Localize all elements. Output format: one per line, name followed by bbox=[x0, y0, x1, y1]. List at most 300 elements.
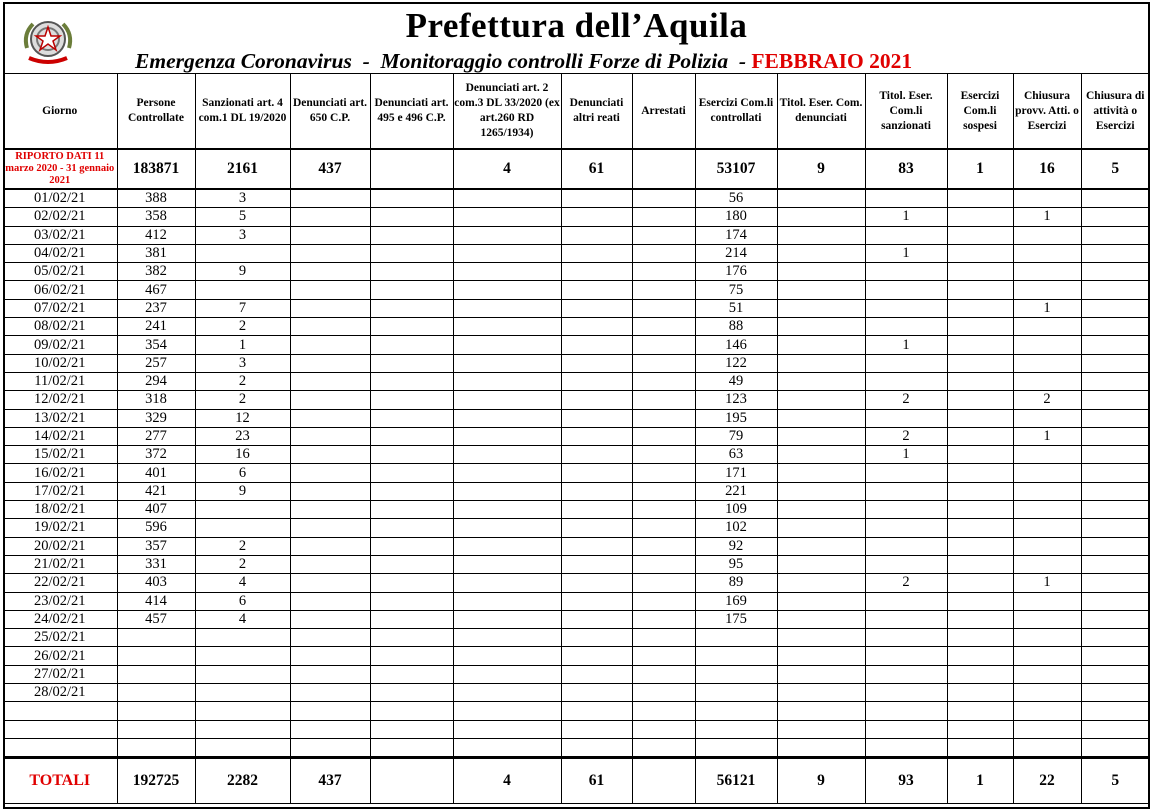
table-cell bbox=[1081, 482, 1149, 500]
table-cell bbox=[947, 354, 1013, 372]
table-cell: 56121 bbox=[695, 758, 777, 804]
table-row bbox=[3, 647, 1149, 665]
table-cell bbox=[695, 647, 777, 665]
table-cell bbox=[561, 391, 632, 409]
table-cell bbox=[561, 629, 632, 647]
table-cell bbox=[1081, 281, 1149, 299]
table-row bbox=[3, 208, 1149, 226]
table-cell bbox=[865, 592, 947, 610]
table-cell bbox=[632, 149, 695, 189]
table-cell bbox=[561, 336, 632, 354]
table-cell bbox=[561, 537, 632, 555]
table-cell bbox=[1081, 354, 1149, 372]
table-cell: 382 bbox=[117, 263, 195, 281]
table-cell: 329 bbox=[117, 409, 195, 427]
table-cell bbox=[777, 281, 865, 299]
table-cell bbox=[865, 702, 947, 720]
table-cell bbox=[947, 684, 1013, 702]
table-cell bbox=[1081, 665, 1149, 683]
table-cell bbox=[370, 758, 453, 804]
table-cell bbox=[370, 409, 453, 427]
table-row bbox=[3, 610, 1149, 628]
table-cell bbox=[777, 519, 865, 537]
table-cell: 421 bbox=[117, 482, 195, 500]
table-cell bbox=[632, 372, 695, 390]
table-cell bbox=[865, 482, 947, 500]
table-cell: 61 bbox=[561, 758, 632, 804]
table-cell: 241 bbox=[117, 318, 195, 336]
table-row bbox=[3, 537, 1149, 555]
table-cell: 63 bbox=[695, 446, 777, 464]
table-cell bbox=[453, 501, 561, 519]
table-cell bbox=[370, 372, 453, 390]
table-cell bbox=[370, 537, 453, 555]
date-cell: 28/02/21 bbox=[3, 684, 117, 702]
table-cell bbox=[947, 244, 1013, 262]
table-cell bbox=[1081, 537, 1149, 555]
table-cell bbox=[195, 702, 290, 720]
table-cell bbox=[777, 208, 865, 226]
table-cell: 169 bbox=[695, 592, 777, 610]
table-cell bbox=[777, 336, 865, 354]
table-cell bbox=[290, 318, 370, 336]
table-cell bbox=[290, 336, 370, 354]
table-cell: 407 bbox=[117, 501, 195, 519]
table-cell bbox=[453, 574, 561, 592]
table-cell bbox=[290, 592, 370, 610]
table-cell bbox=[1013, 336, 1081, 354]
table-cell: 3 bbox=[195, 226, 290, 244]
table-cell bbox=[1081, 226, 1149, 244]
table-cell: 357 bbox=[117, 537, 195, 555]
table-cell bbox=[777, 629, 865, 647]
table-row bbox=[3, 519, 1149, 537]
table-row bbox=[3, 263, 1149, 281]
table-cell bbox=[777, 244, 865, 262]
table-cell bbox=[865, 299, 947, 317]
table-cell bbox=[632, 189, 695, 208]
table-cell bbox=[453, 519, 561, 537]
date-cell: 11/02/21 bbox=[3, 372, 117, 390]
table-cell bbox=[117, 684, 195, 702]
table-cell bbox=[370, 281, 453, 299]
table-cell bbox=[290, 226, 370, 244]
table-cell bbox=[1081, 299, 1149, 317]
table-cell bbox=[947, 336, 1013, 354]
table-cell bbox=[290, 519, 370, 537]
table-cell bbox=[947, 226, 1013, 244]
table-cell: 2282 bbox=[195, 758, 290, 804]
date-cell: 16/02/21 bbox=[3, 464, 117, 482]
table-cell bbox=[1081, 372, 1149, 390]
table-cell bbox=[370, 354, 453, 372]
table-cell bbox=[370, 555, 453, 573]
table-cell: 2 bbox=[195, 555, 290, 573]
table-cell bbox=[370, 464, 453, 482]
table-cell bbox=[947, 537, 1013, 555]
table-cell bbox=[947, 208, 1013, 226]
table-cell bbox=[777, 354, 865, 372]
table-cell bbox=[632, 738, 695, 757]
table-cell bbox=[777, 299, 865, 317]
table-cell bbox=[777, 372, 865, 390]
table-cell bbox=[1013, 684, 1081, 702]
date-cell: 10/02/21 bbox=[3, 354, 117, 372]
table-cell bbox=[777, 702, 865, 720]
date-cell: 02/02/21 bbox=[3, 208, 117, 226]
table-cell bbox=[865, 629, 947, 647]
table-cell bbox=[632, 299, 695, 317]
table-cell bbox=[290, 537, 370, 555]
table-cell bbox=[561, 372, 632, 390]
table-cell bbox=[947, 665, 1013, 683]
table-cell bbox=[370, 610, 453, 628]
table-cell: 2 bbox=[195, 391, 290, 409]
table-cell: 294 bbox=[117, 372, 195, 390]
table-cell bbox=[453, 336, 561, 354]
table-cell: 89 bbox=[695, 574, 777, 592]
table-cell bbox=[561, 720, 632, 738]
table-cell bbox=[695, 702, 777, 720]
table-cell bbox=[777, 501, 865, 519]
table-cell bbox=[290, 409, 370, 427]
table-cell bbox=[290, 299, 370, 317]
table-cell bbox=[1013, 244, 1081, 262]
table-cell bbox=[1013, 738, 1081, 757]
table-cell bbox=[370, 336, 453, 354]
date-cell: 15/02/21 bbox=[3, 446, 117, 464]
date-cell: 14/02/21 bbox=[3, 427, 117, 445]
table-cell bbox=[632, 519, 695, 537]
date-cell: 04/02/21 bbox=[3, 244, 117, 262]
table-cell bbox=[1013, 647, 1081, 665]
table-cell: 95 bbox=[695, 555, 777, 573]
table-cell bbox=[453, 409, 561, 427]
table-cell bbox=[370, 208, 453, 226]
column-header: Denunciati art. 495 e 496 C.P. bbox=[370, 74, 453, 150]
table-cell: 331 bbox=[117, 555, 195, 573]
table-cell bbox=[1081, 610, 1149, 628]
table-cell bbox=[453, 592, 561, 610]
table-cell bbox=[3, 738, 117, 757]
table-cell: 381 bbox=[117, 244, 195, 262]
table-cell: 437 bbox=[290, 758, 370, 804]
table-row bbox=[3, 391, 1149, 409]
table-cell bbox=[777, 738, 865, 757]
table-cell bbox=[370, 446, 453, 464]
table-cell bbox=[453, 263, 561, 281]
blank-row bbox=[3, 702, 1149, 720]
table-cell: 79 bbox=[695, 427, 777, 445]
table-cell bbox=[695, 684, 777, 702]
table-cell bbox=[1081, 702, 1149, 720]
table-cell bbox=[195, 244, 290, 262]
date-cell: 27/02/21 bbox=[3, 665, 117, 683]
table-row bbox=[3, 318, 1149, 336]
table-cell: 53107 bbox=[695, 149, 777, 189]
table-cell bbox=[117, 738, 195, 757]
table-cell bbox=[561, 446, 632, 464]
table-cell bbox=[561, 702, 632, 720]
table-cell bbox=[453, 537, 561, 555]
table-cell bbox=[290, 647, 370, 665]
table-cell: 88 bbox=[695, 318, 777, 336]
table-cell bbox=[777, 464, 865, 482]
table-cell bbox=[561, 501, 632, 519]
table-cell: 3 bbox=[195, 189, 290, 208]
table-cell: 171 bbox=[695, 464, 777, 482]
table-cell bbox=[370, 318, 453, 336]
table-cell: 277 bbox=[117, 427, 195, 445]
table-row bbox=[3, 189, 1149, 208]
table-cell: 2 bbox=[865, 427, 947, 445]
table-cell bbox=[370, 629, 453, 647]
table-cell: 4 bbox=[453, 149, 561, 189]
table-cell bbox=[290, 610, 370, 628]
table-cell: 1 bbox=[1013, 427, 1081, 445]
table-cell: 49 bbox=[695, 372, 777, 390]
table-cell bbox=[1081, 738, 1149, 757]
table-cell bbox=[370, 592, 453, 610]
table-cell bbox=[290, 464, 370, 482]
table-cell bbox=[290, 665, 370, 683]
table-cell bbox=[290, 446, 370, 464]
table-cell bbox=[290, 555, 370, 573]
column-header: Giorno bbox=[3, 74, 117, 150]
table-cell bbox=[632, 574, 695, 592]
controls-table bbox=[3, 73, 1149, 804]
riporto-row-label: RIPORTO DATI 11 marzo 2020 - 31 gennaio 2021 bbox=[3, 149, 117, 189]
table-cell bbox=[947, 738, 1013, 757]
table-cell bbox=[290, 702, 370, 720]
table-cell bbox=[865, 537, 947, 555]
table-cell: 9 bbox=[777, 758, 865, 804]
table-cell: 22 bbox=[1013, 758, 1081, 804]
totals-row bbox=[3, 758, 1149, 804]
table-cell: 2161 bbox=[195, 149, 290, 189]
table-cell bbox=[777, 684, 865, 702]
table-cell: 9 bbox=[195, 482, 290, 500]
table-cell: 9 bbox=[777, 149, 865, 189]
table-cell bbox=[1013, 519, 1081, 537]
table-cell bbox=[195, 629, 290, 647]
table-cell bbox=[947, 372, 1013, 390]
table-cell bbox=[632, 555, 695, 573]
table-cell bbox=[370, 647, 453, 665]
table-cell: 354 bbox=[117, 336, 195, 354]
table-cell: 2 bbox=[195, 318, 290, 336]
table-cell: 183871 bbox=[117, 149, 195, 189]
table-cell: 83 bbox=[865, 149, 947, 189]
table-cell bbox=[370, 244, 453, 262]
table-cell: 1 bbox=[1013, 299, 1081, 317]
table-cell bbox=[947, 318, 1013, 336]
table-cell bbox=[632, 629, 695, 647]
table-cell bbox=[561, 189, 632, 208]
table-cell bbox=[695, 720, 777, 738]
table-cell bbox=[947, 391, 1013, 409]
table-cell bbox=[561, 555, 632, 573]
date-cell: 22/02/21 bbox=[3, 574, 117, 592]
table-cell bbox=[777, 610, 865, 628]
table-cell bbox=[290, 629, 370, 647]
table-cell: 56 bbox=[695, 189, 777, 208]
table-cell bbox=[1013, 464, 1081, 482]
table-cell bbox=[370, 519, 453, 537]
table-cell: 1 bbox=[865, 244, 947, 262]
table-cell bbox=[777, 391, 865, 409]
table-cell bbox=[1081, 336, 1149, 354]
table-cell bbox=[947, 574, 1013, 592]
table-cell bbox=[453, 610, 561, 628]
table-row bbox=[3, 555, 1149, 573]
table-cell: 467 bbox=[117, 281, 195, 299]
table-cell bbox=[632, 684, 695, 702]
table-cell bbox=[632, 647, 695, 665]
table-cell bbox=[370, 189, 453, 208]
table-cell bbox=[947, 189, 1013, 208]
table-row bbox=[3, 409, 1149, 427]
table-cell bbox=[1081, 446, 1149, 464]
table-cell bbox=[117, 647, 195, 665]
table-cell bbox=[1013, 629, 1081, 647]
table-cell bbox=[290, 391, 370, 409]
table-cell bbox=[865, 226, 947, 244]
table-cell bbox=[561, 281, 632, 299]
table-cell bbox=[947, 281, 1013, 299]
table-cell bbox=[632, 758, 695, 804]
table-row bbox=[3, 336, 1149, 354]
table-cell: 23 bbox=[195, 427, 290, 445]
table-cell: 176 bbox=[695, 263, 777, 281]
table-cell bbox=[3, 720, 117, 738]
table-cell bbox=[117, 702, 195, 720]
table-cell: 195 bbox=[695, 409, 777, 427]
table-cell bbox=[865, 372, 947, 390]
table-cell bbox=[453, 318, 561, 336]
table-cell bbox=[777, 720, 865, 738]
table-cell bbox=[453, 299, 561, 317]
table-row bbox=[3, 464, 1149, 482]
table-cell bbox=[370, 226, 453, 244]
blank-row bbox=[3, 720, 1149, 738]
date-cell: 20/02/21 bbox=[3, 537, 117, 555]
table-cell bbox=[290, 720, 370, 738]
table-cell bbox=[632, 501, 695, 519]
table-cell bbox=[453, 702, 561, 720]
table-cell bbox=[195, 684, 290, 702]
table-cell bbox=[561, 299, 632, 317]
table-cell bbox=[290, 427, 370, 445]
table-cell bbox=[777, 574, 865, 592]
table-cell bbox=[777, 446, 865, 464]
table-cell bbox=[1013, 281, 1081, 299]
table-cell bbox=[370, 482, 453, 500]
table-cell bbox=[370, 427, 453, 445]
date-cell: 05/02/21 bbox=[3, 263, 117, 281]
table-cell bbox=[947, 427, 1013, 445]
table-cell bbox=[1081, 501, 1149, 519]
table-cell bbox=[453, 720, 561, 738]
date-cell: 07/02/21 bbox=[3, 299, 117, 317]
column-header: Esercizi Com.li controllati bbox=[695, 74, 777, 150]
table-row bbox=[3, 354, 1149, 372]
table-cell bbox=[632, 446, 695, 464]
table-cell bbox=[947, 702, 1013, 720]
table-cell bbox=[370, 263, 453, 281]
table-cell: 175 bbox=[695, 610, 777, 628]
table-cell: 4 bbox=[195, 610, 290, 628]
table-cell: 6 bbox=[195, 464, 290, 482]
table-cell bbox=[865, 263, 947, 281]
table-cell bbox=[453, 226, 561, 244]
table-cell bbox=[777, 647, 865, 665]
table-cell bbox=[561, 244, 632, 262]
table-cell bbox=[117, 665, 195, 683]
table-cell bbox=[1013, 665, 1081, 683]
table-cell: 1 bbox=[1013, 208, 1081, 226]
table-cell: 412 bbox=[117, 226, 195, 244]
table-cell bbox=[1081, 391, 1149, 409]
table-row bbox=[3, 684, 1149, 702]
table-cell: 122 bbox=[695, 354, 777, 372]
table-cell bbox=[947, 482, 1013, 500]
table-cell bbox=[947, 263, 1013, 281]
column-header: Titol. Eser. Com. denunciati bbox=[777, 74, 865, 150]
table-cell bbox=[1013, 482, 1081, 500]
table-cell bbox=[370, 391, 453, 409]
table-cell bbox=[1081, 720, 1149, 738]
table-cell bbox=[1081, 647, 1149, 665]
page-subtitle bbox=[135, 49, 912, 74]
date-cell: 21/02/21 bbox=[3, 555, 117, 573]
table-cell bbox=[290, 574, 370, 592]
table-cell bbox=[1081, 574, 1149, 592]
table-cell: 174 bbox=[695, 226, 777, 244]
column-header: Chiusura provv. Atti. o Esercizi bbox=[1013, 74, 1081, 150]
table-cell: 5 bbox=[1081, 149, 1149, 189]
table-cell bbox=[561, 427, 632, 445]
table-cell bbox=[453, 738, 561, 757]
table-cell bbox=[3, 702, 117, 720]
table-cell bbox=[632, 354, 695, 372]
column-header: Sanzionati art. 4 com.1 DL 19/2020 bbox=[195, 74, 290, 150]
table-cell bbox=[561, 482, 632, 500]
table-cell bbox=[777, 427, 865, 445]
table-cell bbox=[561, 665, 632, 683]
table-cell bbox=[1081, 409, 1149, 427]
blank-row bbox=[3, 738, 1149, 757]
table-cell bbox=[370, 574, 453, 592]
table-cell bbox=[195, 501, 290, 519]
table-cell bbox=[632, 318, 695, 336]
table-cell: 102 bbox=[695, 519, 777, 537]
table-cell bbox=[561, 610, 632, 628]
table-cell: 51 bbox=[695, 299, 777, 317]
date-cell: 17/02/21 bbox=[3, 482, 117, 500]
table-cell: 2 bbox=[1013, 391, 1081, 409]
table-cell: 237 bbox=[117, 299, 195, 317]
subtitle-text: Emergenza Coronavirus - Monitoraggio controlli Forze di Polizia - bbox=[135, 49, 752, 73]
table-cell bbox=[117, 720, 195, 738]
table-cell: 7 bbox=[195, 299, 290, 317]
table-cell bbox=[865, 684, 947, 702]
table-cell bbox=[1081, 189, 1149, 208]
table-cell bbox=[632, 665, 695, 683]
table-cell: 318 bbox=[117, 391, 195, 409]
table-cell bbox=[695, 629, 777, 647]
date-cell: 13/02/21 bbox=[3, 409, 117, 427]
